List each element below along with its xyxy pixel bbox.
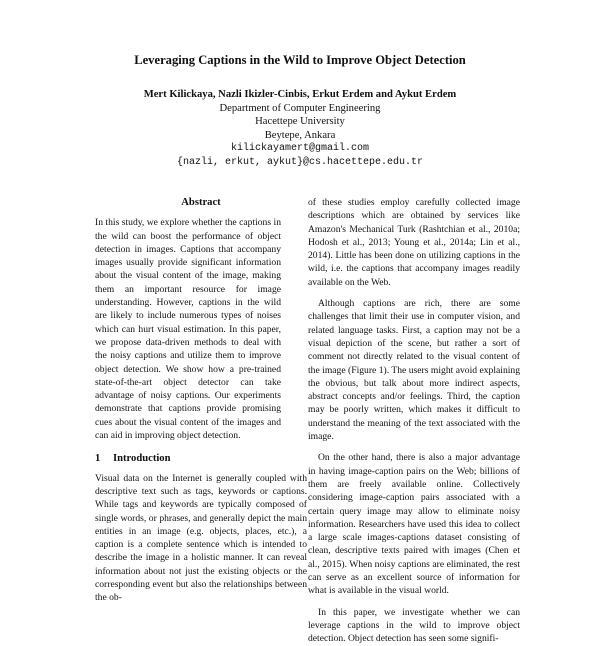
section-number: 1 [95,453,101,465]
right-paragraph-3: On the other hand, there is also a major advantage in having image-caption pairs on the Web; billions of them are freely available online. Collectively considering image-caption pairs associated with a certain query image may allow to eliminate noisy information. Researchers have used this idea to collect a large scale images-captions dataset consisting of clean, descriptive texts paired with images (Chen et al., 2015). When noisy captions are eliminated, the rest can serve as an excellent source of information for what is available in the visual world. [308,452,520,597]
author-location: Beytepe, Ankara [264,129,336,141]
right-paragraph-4: In this paper, we investigate whether we can leverage captions in the wild to improve object detection. Object detection has seen some signifi- [308,606,520,645]
author-university: Hacettepe University [255,116,345,128]
right-paragraph-1: of these studies employ carefully collected image descriptions which are obtained by services like Amazon's Mechanical Turk (Rashtchian et al., 2010a; Hodosh et al., 2013; Young et al., 2014a; Lin et al., 2014). Little has been done on utilizing captions in the wild, i.e. the captions that accompany images readily available on the Web. [308,197,520,288]
author-block [0,88,600,170]
author-email-2: {nazli, erkut, aykut}@cs.hacettepe.edu.tr [176,156,424,168]
right-paragraph-2: Although captions are rich, there are some challenges that limit their use in computer vision, and related language tasks. First, a caption may not be a visual depiction of the scene, but rather a sort of comment not directly related to the visual content of the image (Figure 1). The users might avoid explaining the obvious, but talk about more indirect aspects, abstract concepts and/or feelings. Third, the caption may be poorly written, which makes it difficult to understand the meaning of the text associated with the image. [308,298,520,443]
section-title: Introduction [113,453,171,465]
abstract-heading: Abstract [181,197,221,208]
author-department: Department of Computer Engineering [219,102,381,114]
paper-title: Leveraging Captions in the Wild to Improve Object Detection [134,53,466,67]
section-heading-introduction [95,452,307,465]
intro-paragraph-1: Visual data on the Internet is generally coupled with descriptive text such as tags, keywords or captions. While tags and keywords are typically composed of single words, or phrases, and generally depict the main entities in an image (e.g. objects, places, etc.), a caption is a complete sentence which is intended to describe the image in a holistic manner. It can reveal information about not just the existing objects or the corresponding event but also the relationships between the ob- [95,472,307,604]
abstract-text: In this study, we explore whether the captions in the wild can boost the performance of object detection in images. Captions that accompany images usually provide significant information about the visual content of the image, making them an important resource for image understanding. However, captions in the wild are likely to include numerous types of noises which can hurt visual estimation. In this paper, we propose data-driven methods to deal with the noisy captions and utilize them to improve object detection. We show how a pre-trained state-of-the-art object detector can take advantage of noisy captions. Our experiments demonstrate that captions provide promising cues about the visual content of the images and can aid in improving object detection. [95,217,281,442]
author-email-1: kilickayamert@gmail.com [230,143,370,155]
author-names: Mert Kilickaya, Nazli Ikizler-Cinbis, Erkut Erdem and Aykut Erdem [143,89,457,100]
right-column [308,196,520,646]
left-column [95,196,307,605]
